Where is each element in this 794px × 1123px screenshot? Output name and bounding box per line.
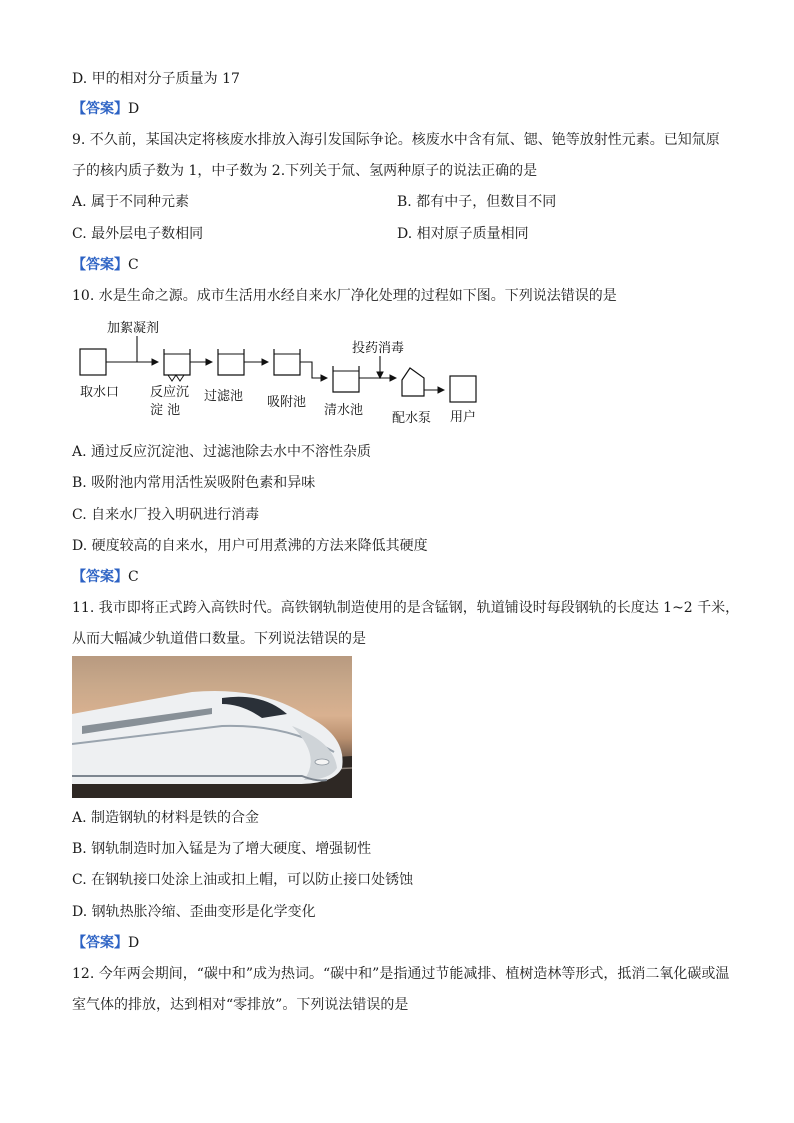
q10-answer [72, 567, 139, 587]
clear-water-tank [333, 366, 359, 392]
answer-tag: 【答案】 [72, 257, 128, 273]
q10-option-a: A. 通过反应沉淀池、过滤池除去水中不溶性杂质 [72, 444, 372, 460]
q9-option-c: C. 最外层电子数相同 [72, 226, 204, 242]
step-adsorb: 吸附池 [267, 395, 307, 410]
q10-option-d: D. 硬度较高的自来水，用户可用煮沸的方法来降低其硬度 [72, 538, 428, 554]
q9-option-a: A. 属于不同种元素 [72, 194, 190, 210]
user-box [450, 376, 476, 402]
step-clear: 清水池 [324, 403, 364, 418]
high-speed-train-photo [72, 656, 352, 798]
answer-value: D [128, 101, 140, 117]
q9-option-b: B. 都有中子，但数目不同 [397, 194, 557, 210]
answer-tag: 【答案】 [72, 569, 128, 585]
q12-stem-line1: 12. 今年两会期间，“碳中和”成为热词。“碳中和”是指通过节能减排、植树造林等形式，抵消二氧化碳或温 [72, 966, 730, 982]
q11-option-b: B. 钢轨制造时加入锰是为了增大硬度、增强韧性 [72, 841, 372, 857]
filter-tank [218, 349, 244, 375]
step-filter: 过滤池 [204, 389, 244, 404]
q10-stem: 10. 水是生命之源。成市生活用水经自来水厂净化处理的过程如下图。下列说法错误的是 [72, 288, 617, 304]
reaction-tank [164, 349, 190, 375]
q8-option-d: D. 甲的相对分子质量为 17 [72, 71, 240, 87]
answer-value: D [128, 935, 140, 951]
q9-stem-line2: 子的核内质子数为 1，中子数为 2.下列关于氚、氢两种原子的说法正确的是 [72, 163, 538, 179]
step-pump: 配水泵 [392, 411, 432, 426]
q11-option-a: A. 制造钢轨的材料是铁的合金 [72, 810, 260, 826]
answer-tag: 【答案】 [72, 101, 128, 117]
step-user: 用户 [450, 410, 477, 425]
q11-stem-line1: 11. 我市即将正式跨入高铁时代。高铁钢轨制造使用的是含锰钢，轨道铺设时每段钢轨的长度达 1~2 千米， [72, 600, 740, 616]
q11-option-d: D. 钢轨热胀冷缩、歪曲变形是化学变化 [72, 904, 316, 920]
adsorption-tank [274, 349, 300, 375]
q11-option-c: C. 在钢轨接口处涂上油或扣上帽，可以防止接口处锈蚀 [72, 872, 414, 888]
answer-tag: 【答案】 [72, 935, 128, 951]
intake-box [80, 349, 106, 375]
pump-shape [402, 368, 424, 396]
q9-answer [72, 255, 139, 275]
step-intake: 取水口 [80, 385, 120, 400]
q10-option-c: C. 自来水厂投入明矾进行消毒 [72, 507, 260, 523]
answer-value: C [128, 569, 139, 585]
step-reaction-1: 反应沉 [150, 385, 190, 400]
q10-option-b: B. 吸附池内常用活性炭吸附色素和异味 [72, 475, 316, 491]
q11-stem-line2: 从而大幅减少轨道借口数量。下列说法错误的是 [72, 631, 366, 647]
q12-stem-line2: 室气体的排放，达到相对“零排放”。下列说法错误的是 [72, 997, 409, 1013]
disinfect-label: 投药消毒 [352, 341, 405, 356]
coagulant-label: 加絮凝剂 [107, 321, 160, 336]
answer-value: C [128, 257, 139, 273]
q11-answer [72, 933, 139, 953]
q9-stem-line1: 9. 不久前，某国决定将核废水排放入海引发国际争论。核废水中含有氚、锶、铯等放射性元素。已知氚原 [72, 132, 720, 148]
q9-option-d: D. 相对原子质量相同 [397, 226, 529, 242]
step-reaction-2: 淀 池 [150, 403, 181, 418]
q8-answer [72, 99, 139, 119]
water-treatment-diagram [72, 318, 492, 430]
